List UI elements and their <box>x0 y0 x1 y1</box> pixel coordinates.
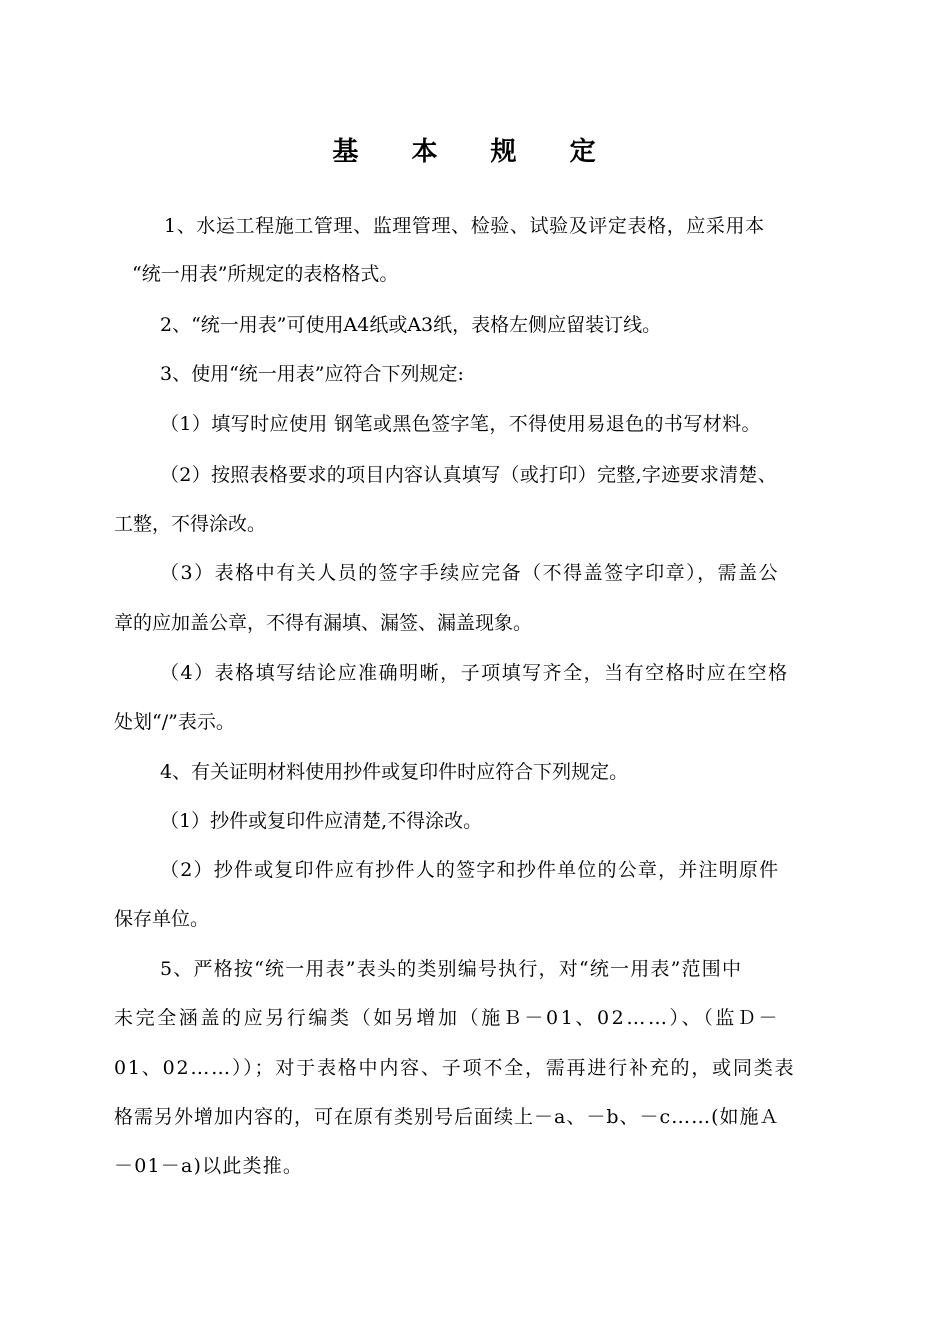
rule-4-heading: 4、有关证明材料使用抄件或复印件时应符合下列规定。 <box>160 761 629 783</box>
rule-1-line-2: “统一用表”所规定的表格格式。 <box>132 263 399 285</box>
rule-3-item-2-line-1: （2）按照表格要求的项目内容认真填写（或打印）完整,字迹要求清楚、 <box>160 464 778 486</box>
rule-3-item-4-line-1: （4）表格填写结论应准确明晰，子项填写齐全，当有空格时应在空格 <box>160 662 789 684</box>
rule-4-item-2-line-2: 保存单位。 <box>114 908 210 930</box>
rule-2: 2、“统一用表”可使用A4纸或A3纸，表格左侧应留装订线。 <box>160 314 662 336</box>
rule-5-line-1: 5、严格按“统一用表”表头的类别编号执行，对“统一用表”范围中 <box>160 958 743 980</box>
rule-5-line-3: 01、02……））；对于表格中内容、子项不全，需再进行补充的，或同类表 <box>114 1057 796 1079</box>
rule-3-heading: 3、使用“统一用表”应符合下列规定: <box>160 363 464 385</box>
rule-5-line-2: 未完全涵盖的应另行编类（如另增加（施Ｂ－01、02……）、（监Ｄ－ <box>114 1007 781 1029</box>
rule-3-item-2-line-2: 工整，不得涂改。 <box>114 513 267 535</box>
rule-5-line-5: －01－a)以此类推。 <box>114 1155 304 1177</box>
rule-4-item-1: （1）抄件或复印件应清楚,不得涂改。 <box>160 810 483 832</box>
page-title: 基 本 规 定 <box>332 137 618 167</box>
rule-3-item-4-line-2: 处划“/”表示。 <box>114 711 235 733</box>
rule-3-item-3-line-2: 章的应加盖公章，不得有漏填、漏签、漏盖现象。 <box>114 612 533 634</box>
rule-4-item-2-line-1: （2）抄件或复印件应有抄件人的签字和抄件单位的公章，并注明原件 <box>160 859 780 881</box>
rule-3-item-1: （1）填写时应使用 钢笔或黑色签字笔，不得使用易退色的书写材料。 <box>160 413 761 435</box>
rule-5-line-4: 格需另外增加内容的，可在原有类别号后面续上－a、－b、－c……(如施Ａ <box>114 1106 780 1128</box>
rule-1-line-1: 1、水运工程施工管理、监理管理、检验、试验及评定表格，应采用本 <box>164 215 765 237</box>
rule-3-item-3-line-1: （3）表格中有关人员的签字手续应完备（不得盖签字印章），需盖公 <box>160 562 780 584</box>
